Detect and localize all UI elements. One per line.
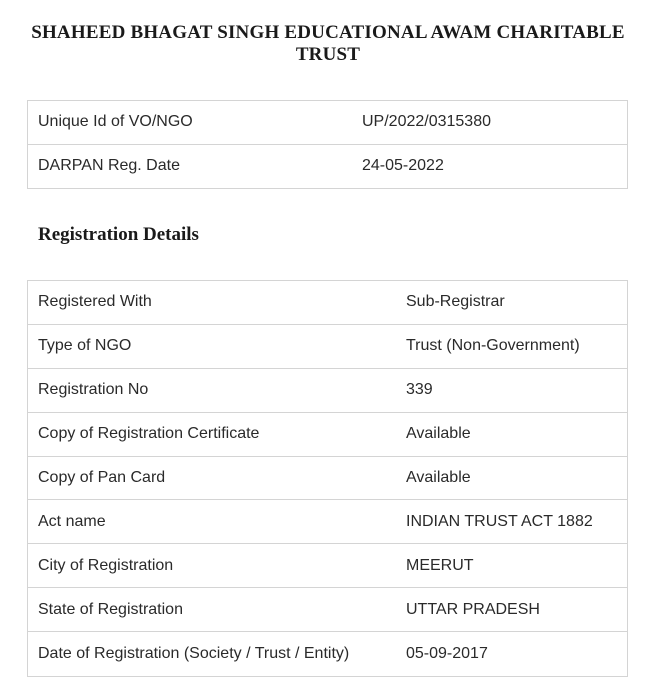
row-value: INDIAN TRUST ACT 1882 <box>406 512 593 530</box>
row-value: 24-05-2022 <box>362 157 444 175</box>
table-row <box>28 632 627 676</box>
row-value: UP/2022/0315380 <box>362 113 491 131</box>
row-value: 05-09-2017 <box>406 645 488 663</box>
row-value: Sub-Registrar <box>406 293 505 311</box>
table-row <box>28 145 627 189</box>
row-label: DARPAN Reg. Date <box>38 157 180 175</box>
row-value: MEERUT <box>406 556 474 574</box>
row-label: Unique Id of VO/NGO <box>38 113 193 131</box>
table-row <box>28 101 627 145</box>
table-row <box>28 413 627 457</box>
row-label: Registered With <box>38 293 152 311</box>
page-title: SHAHEED BHAGAT SINGH EDUCATIONAL AWAM CHARITABLE TRUST <box>31 22 625 65</box>
table-row <box>28 457 627 501</box>
row-label: Registration No <box>38 381 149 399</box>
row-label: Date of Registration (Society / Trust / Entity) <box>38 645 350 663</box>
table-row <box>28 281 627 325</box>
row-value: Trust (Non-Government) <box>406 337 580 355</box>
row-label: Copy of Pan Card <box>38 469 166 486</box>
row-value: Available <box>406 469 471 486</box>
registration-table <box>27 280 628 677</box>
table-row <box>28 500 627 544</box>
table-row <box>28 369 627 413</box>
row-label: City of Registration <box>38 556 174 574</box>
table-row <box>28 325 627 369</box>
row-value: UTTAR PRADESH <box>406 600 540 618</box>
row-label: State of Registration <box>38 600 183 618</box>
row-label: Act name <box>38 512 106 530</box>
identity-table <box>27 100 628 189</box>
table-row <box>28 588 627 632</box>
section-heading: Registration Details <box>38 224 199 245</box>
row-value: 339 <box>406 381 433 399</box>
table-row <box>28 544 627 588</box>
row-value: Available <box>406 425 471 443</box>
row-label: Copy of Registration Certificate <box>38 425 260 443</box>
row-label: Type of NGO <box>38 337 132 355</box>
